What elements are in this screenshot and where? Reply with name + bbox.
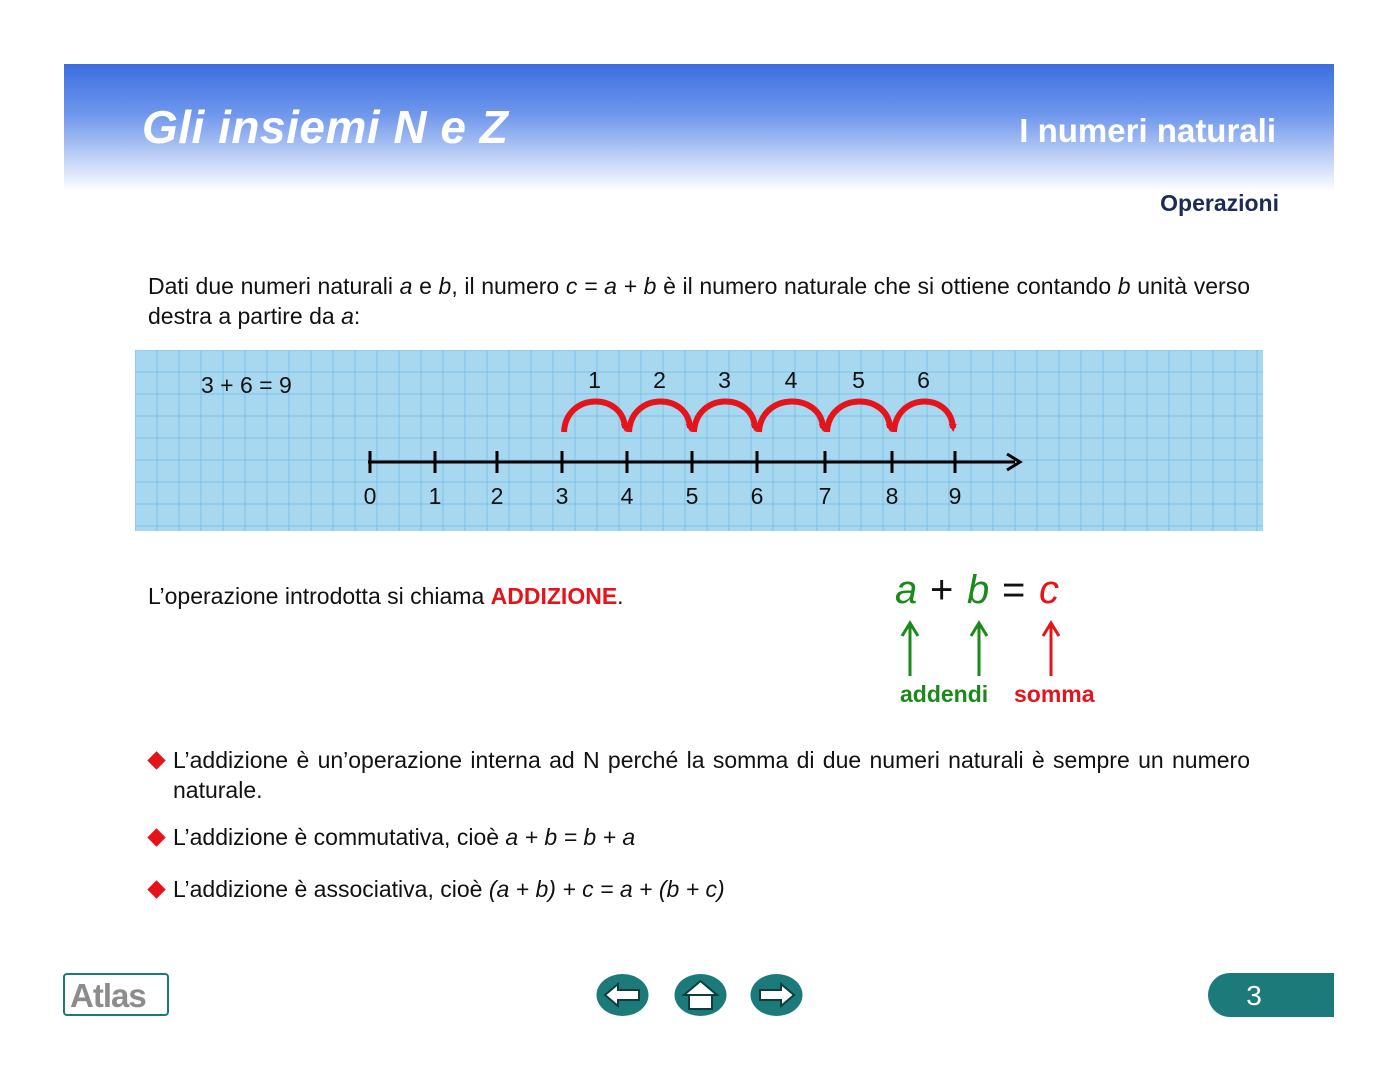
bullet-diamond-icon — [147, 751, 165, 769]
addends-label: addendi — [900, 681, 989, 707]
sum-label: somma — [1014, 681, 1095, 707]
up-arrow-icon — [902, 623, 918, 676]
next-button[interactable] — [750, 973, 803, 1017]
home-button[interactable] — [674, 973, 727, 1017]
addition-formula — [895, 568, 1115, 718]
properties-list — [148, 745, 1250, 904]
hop-label: 4 — [784, 367, 798, 393]
atlas-logo: Atlas — [63, 973, 169, 1016]
formula-arrows — [895, 620, 1115, 678]
hop-label: 5 — [852, 367, 865, 393]
up-arrow-icon — [971, 623, 987, 676]
number-line-diagram — [135, 350, 1263, 531]
page-title: Gli insiemi N e Z — [142, 101, 509, 153]
hop-label: 2 — [653, 367, 666, 393]
chapter-title: I numeri naturali — [1019, 112, 1276, 149]
hop-label: 3 — [718, 367, 731, 393]
formula-equals: = — [1002, 568, 1026, 612]
tick-label: 0 — [363, 483, 377, 509]
tick-label: 8 — [885, 483, 899, 509]
hop-label: 6 — [917, 367, 930, 393]
section-title: Operazioni — [1160, 190, 1279, 216]
bullet-diamond-icon — [147, 880, 165, 898]
tick-label: 3 — [555, 483, 569, 509]
intro-paragraph: Dati due numeri naturali a e b, il numero c = a + b è il numero naturale che si ottiene contando b unità verso destra a partire da a: — [148, 273, 1250, 329]
tick-label: 6 — [750, 483, 764, 509]
header-banner — [64, 64, 1334, 191]
tick-label: 4 — [620, 483, 634, 509]
bullet-diamond-icon — [147, 828, 165, 846]
tick-label: 1 — [428, 483, 442, 509]
operation-name-line: L’operazione introdotta si chiama ADDIZIONE. — [148, 583, 624, 609]
previous-button[interactable] — [596, 973, 649, 1017]
addition-term: ADDIZIONE — [490, 583, 618, 609]
up-arrow-icon — [1043, 623, 1059, 676]
hop-label: 1 — [588, 367, 601, 393]
page-number: 3 — [1246, 980, 1262, 1011]
list-item: L’addizione è associativa, cioè (a + b) + c = a + (b + c) — [148, 874, 1250, 904]
example-equation: 3 + 6 = 9 — [201, 372, 292, 398]
tick-label: 9 — [948, 483, 962, 509]
formula-b: b — [967, 568, 990, 612]
list-item: L’addizione è commutativa, cioè a + b = b + a — [148, 822, 1250, 852]
tick-label: 5 — [685, 483, 699, 509]
list-item: L’addizione è un’operazione interna ad N perché la somma di due numeri naturali è sempre un numero naturale. — [148, 745, 1250, 805]
tick-label: 7 — [818, 483, 832, 509]
formula-c: c — [1039, 568, 1059, 612]
formula-plus: + — [930, 568, 954, 612]
formula-a: a — [895, 568, 918, 612]
tick-label: 2 — [490, 483, 504, 509]
